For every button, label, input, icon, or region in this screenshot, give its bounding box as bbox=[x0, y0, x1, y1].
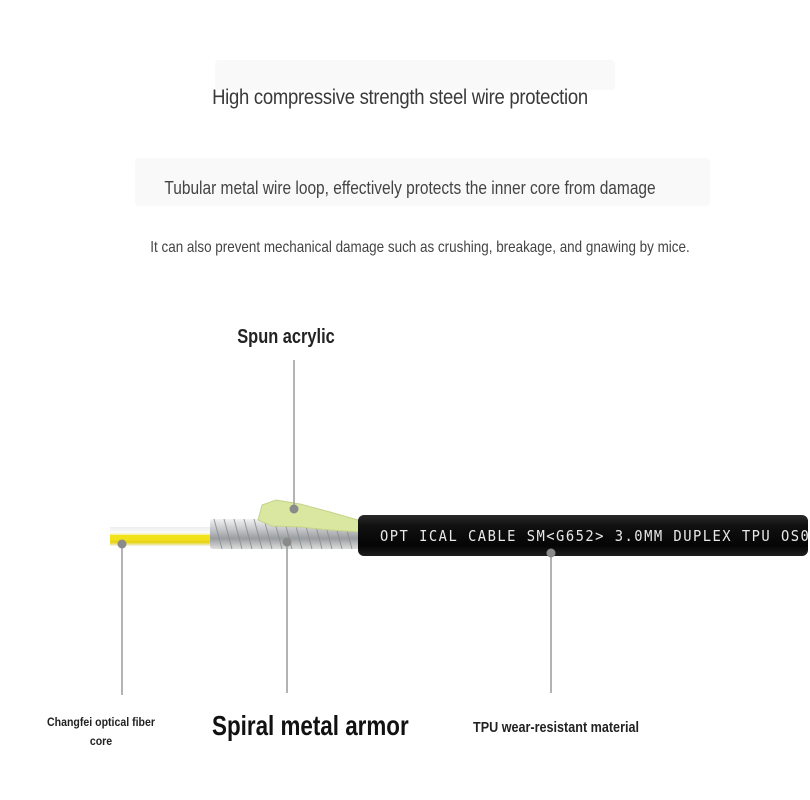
subtitle-primary: Tubular metal wire loop, effectively protects the inner core from damage bbox=[164, 178, 656, 198]
label-spun-acrylic: Spun acrylic bbox=[237, 326, 335, 348]
headline: High compressive strength steel wire protection bbox=[212, 86, 588, 109]
pointer-dot-armor bbox=[283, 538, 292, 547]
label-tpu-material: TPU wear-resistant material bbox=[473, 719, 639, 736]
pointer-dot-tpu bbox=[547, 549, 556, 558]
label-spiral-armor: Spiral metal armor bbox=[212, 710, 409, 741]
pointer-dot-fiber-core bbox=[118, 540, 127, 549]
fiber-core-stripe bbox=[110, 535, 214, 540]
label-fiber-core: Changfei optical fiber core bbox=[47, 715, 155, 748]
cable-print-text: OPT ICAL CABLE SM<G652> 3.0MM DUPLEX TPU OS0 bbox=[380, 527, 810, 545]
pointer-dot-spun-acrylic bbox=[290, 505, 299, 514]
subtitle-secondary: It can also prevent mechanical damage such as crushing, breakage, and gnawing by mice. bbox=[150, 239, 690, 256]
